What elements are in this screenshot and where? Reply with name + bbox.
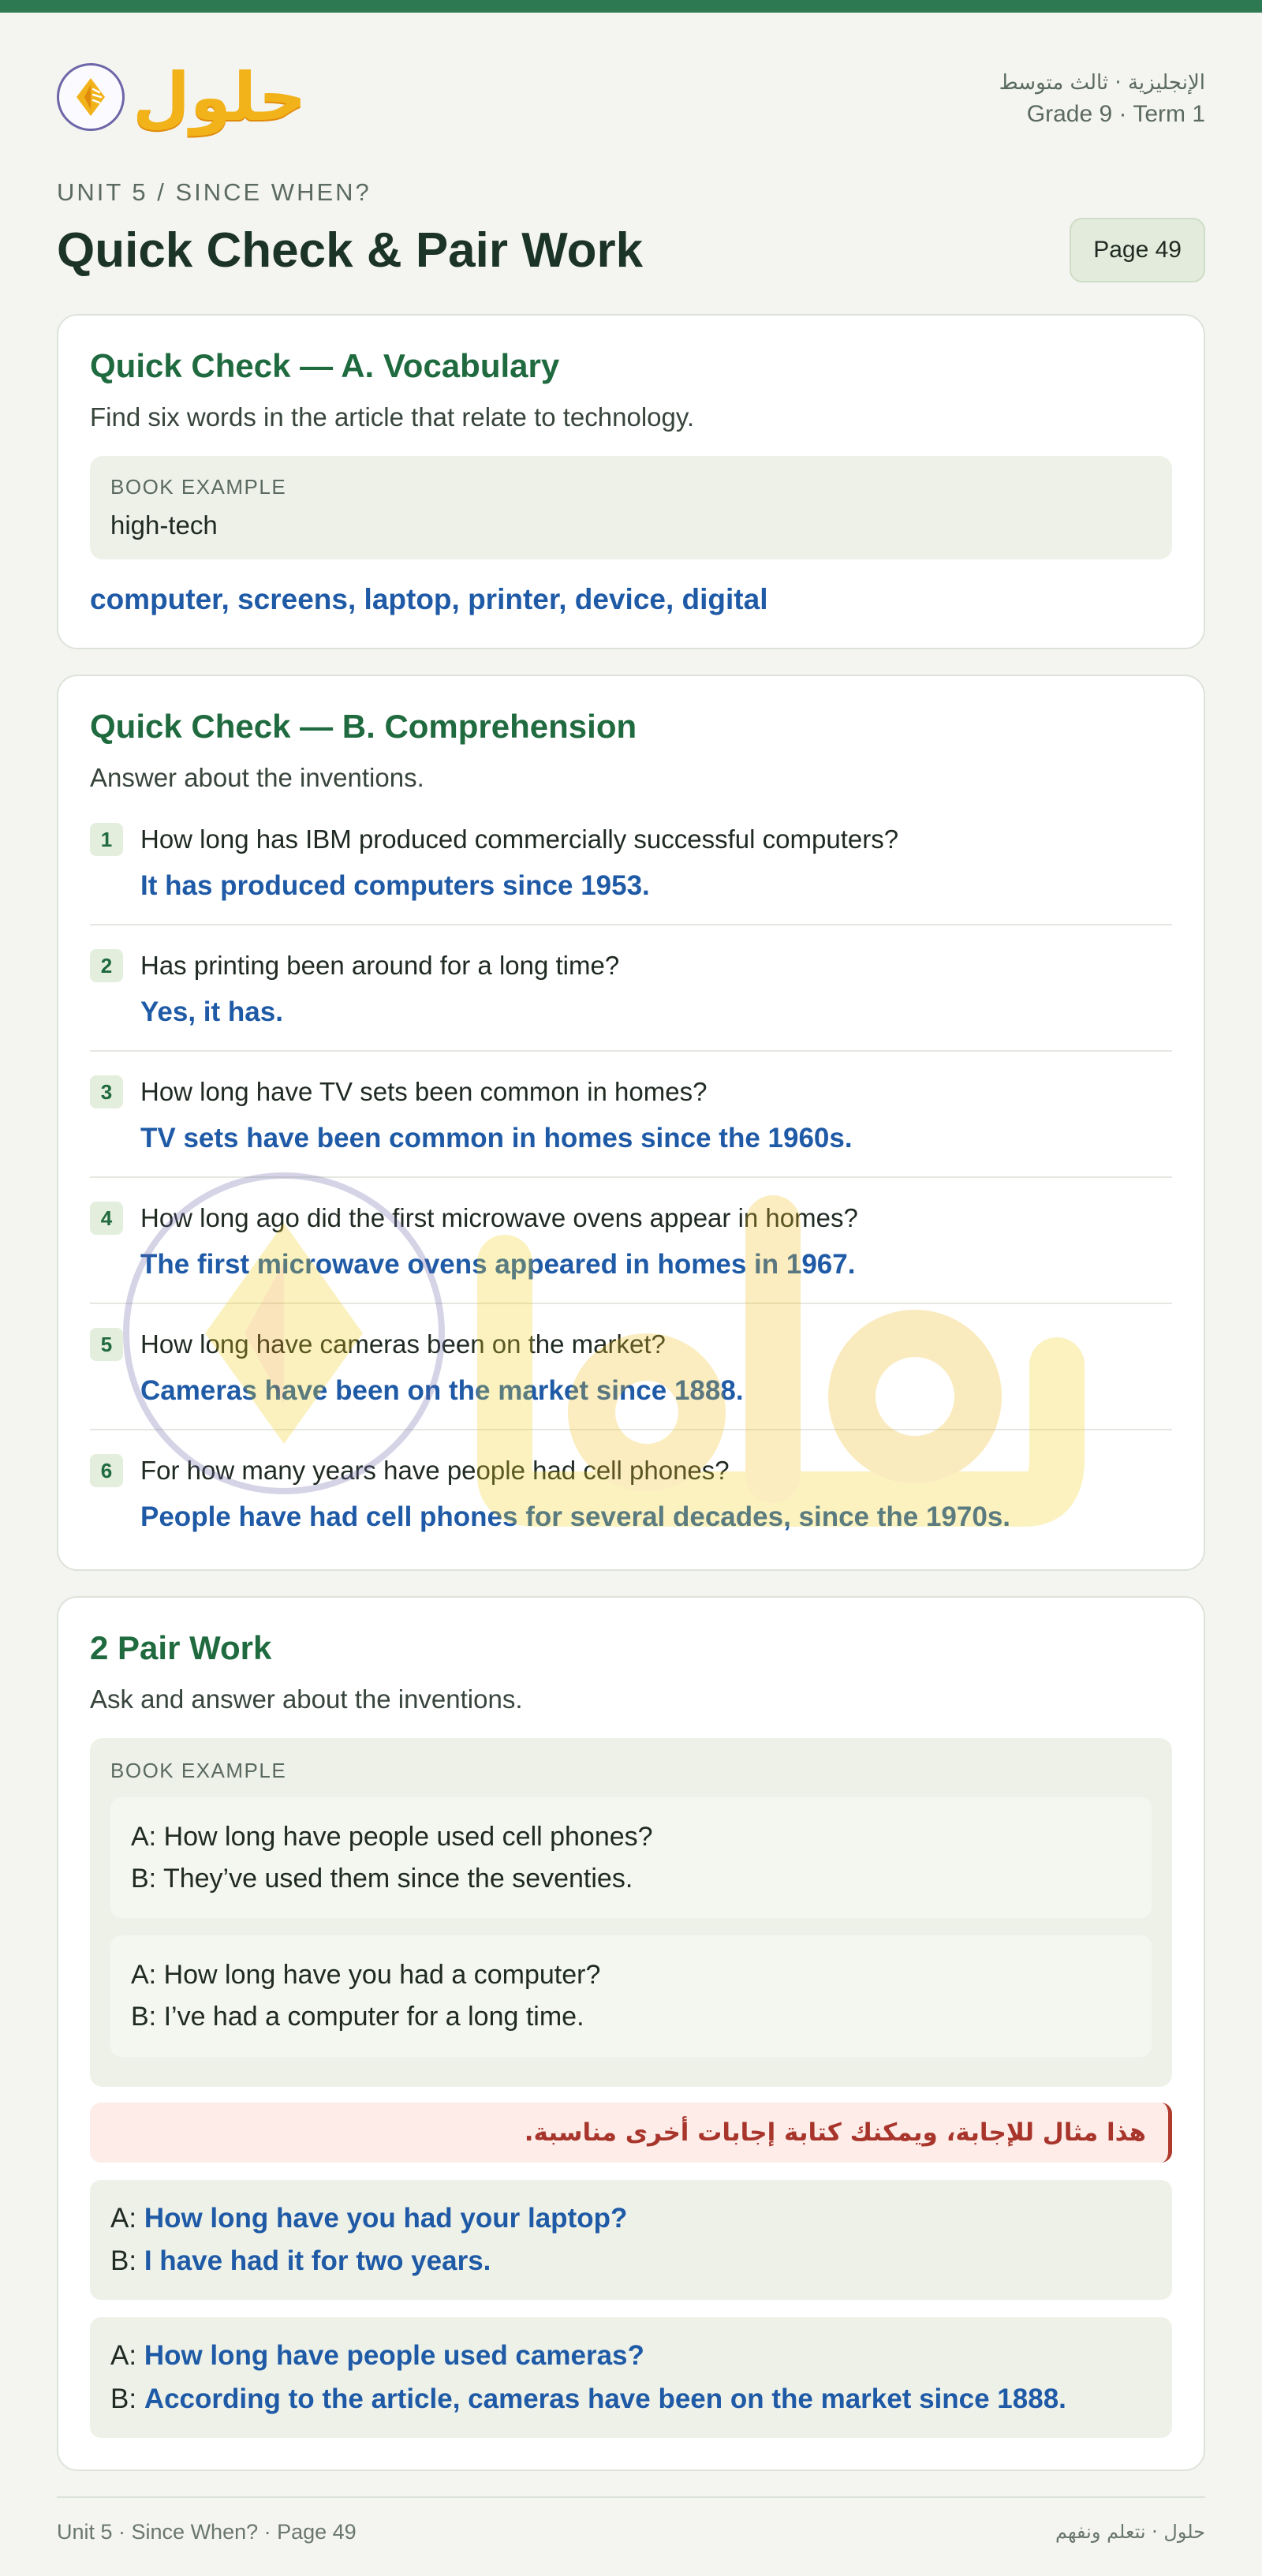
brand-logo <box>57 58 307 136</box>
example-dialog <box>110 1797 1152 1918</box>
dialog-line-a: A: How long have people used cell phones? <box>131 1822 653 1852</box>
grade-term-label: Grade 9 · Term 1 <box>1026 101 1205 127</box>
dialog-line-b: B: I’ve had a computer for a long time. <box>131 2002 584 2032</box>
question-answer: The first microwave ovens appeared in homes in 1967. <box>140 1249 856 1280</box>
footer <box>57 2496 1205 2576</box>
footer-tagline: حلول · نتعلم ونفهم <box>1055 2521 1205 2544</box>
question-row <box>90 1202 1172 1235</box>
vocabulary-answer: computer, screens, laptop, printer, device, digital <box>90 583 768 615</box>
answer-b-text: According to the article, cameras have been on the market since 1888. <box>144 2383 1066 2414</box>
question-answer: TV sets have been common in homes since the 1960s. <box>140 1123 853 1153</box>
question-text: For how many years have people had cell phones? <box>140 1456 730 1485</box>
example-label: BOOK EXAMPLE <box>110 475 287 499</box>
question-item <box>90 1178 1172 1304</box>
answer-a-text: How long have people used cameras? <box>144 2340 644 2372</box>
question-row <box>90 1454 1172 1487</box>
example-label-wrap <box>110 1759 1152 1783</box>
comprehension-heading: Quick Check — B. Comprehension <box>90 708 637 745</box>
top-accent-bar <box>0 0 1262 13</box>
question-answer: Cameras have been on the market since 1888. <box>140 1375 744 1406</box>
question-number: 5 <box>90 1328 123 1361</box>
question-item <box>90 1430 1172 1538</box>
vocabulary-instruction: Find six words in the article that relate to technology. <box>90 402 695 432</box>
question-number: 6 <box>90 1454 123 1487</box>
course-meta <box>999 63 1205 128</box>
page <box>0 13 1262 2576</box>
question-row <box>90 1328 1172 1361</box>
speaker-a: A: <box>110 2340 137 2372</box>
question-list <box>90 817 1172 1538</box>
vocabulary-example <box>90 456 1172 559</box>
answer-b-text: I have had it for two years. <box>144 2245 491 2276</box>
footer-left: Unit 5 · Since When? · Page 49 <box>57 2519 357 2544</box>
question-answer: It has produced computers since 1953. <box>140 870 650 901</box>
unit-label: UNIT 5 / SINCE WHEN? <box>57 178 372 206</box>
question-row <box>90 1075 1172 1109</box>
sample-answer-note: هذا مثال للإجابة، ويمكنك كتابة إجابات أخرى مناسبة. <box>90 2103 1172 2163</box>
question-text: Has printing been around for a long time? <box>140 951 620 980</box>
page-title: Quick Check & Pair Work <box>57 222 644 278</box>
dialog-line-b: B: They’ve used them since the seventies. <box>131 1863 633 1894</box>
question-number: 3 <box>90 1075 123 1109</box>
speaker-b: B: <box>110 2245 137 2276</box>
pair-work-example <box>90 1738 1172 2087</box>
question-number: 4 <box>90 1202 123 1235</box>
logo-wordmark: حلول <box>133 58 307 136</box>
vocabulary-card <box>57 314 1205 649</box>
question-item <box>90 1052 1172 1178</box>
question-answer: Yes, it has. <box>140 996 283 1027</box>
comprehension-card <box>57 675 1205 1571</box>
header <box>57 13 1205 163</box>
question-number: 2 <box>90 949 123 982</box>
example-label: BOOK EXAMPLE <box>110 1759 287 1782</box>
answer-dialog <box>90 2180 1172 2301</box>
answer-dialog <box>90 2317 1172 2438</box>
example-dialog <box>110 1935 1152 2056</box>
subject-label: الإنجليزية · ثالث متوسط <box>999 71 1205 95</box>
answer-line-b <box>110 2240 1152 2283</box>
answer-line-a <box>110 2335 1152 2377</box>
question-text: How long have TV sets been common in homes? <box>140 1077 708 1106</box>
answer-a-text: How long have you had your laptop? <box>144 2202 628 2234</box>
pair-work-instruction: Ask and answer about the inventions. <box>90 1684 523 1714</box>
question-row <box>90 823 1172 856</box>
question-item <box>90 1304 1172 1430</box>
speaker-a: A: <box>110 2202 137 2234</box>
answer-line-a <box>110 2197 1152 2240</box>
pair-work-heading: 2 Pair Work <box>90 1629 272 1666</box>
comprehension-instruction: Answer about the inventions. <box>90 763 424 792</box>
speaker-b: B: <box>110 2383 137 2414</box>
question-text: How long have cameras been on the market? <box>140 1329 666 1359</box>
answer-line-b <box>110 2378 1152 2421</box>
example-text: high-tech <box>110 510 218 540</box>
question-answer: People have had cell phones for several decades, since the 1970s. <box>140 1501 1011 1532</box>
book-icon <box>57 63 125 131</box>
title-row <box>57 218 1205 282</box>
pair-work-card <box>57 1596 1205 2471</box>
question-item <box>90 925 1172 1052</box>
question-number: 1 <box>90 823 123 856</box>
dialog-line-a: A: How long have you had a computer? <box>131 1960 601 1991</box>
question-text: How long has IBM produced commercially successful computers? <box>140 824 899 854</box>
vocabulary-heading: Quick Check — A. Vocabulary <box>90 347 560 384</box>
question-item <box>90 817 1172 925</box>
page-badge: Page 49 <box>1070 218 1205 282</box>
question-text: How long ago did the first microwave ovens appear in homes? <box>140 1203 858 1232</box>
question-row <box>90 949 1172 982</box>
